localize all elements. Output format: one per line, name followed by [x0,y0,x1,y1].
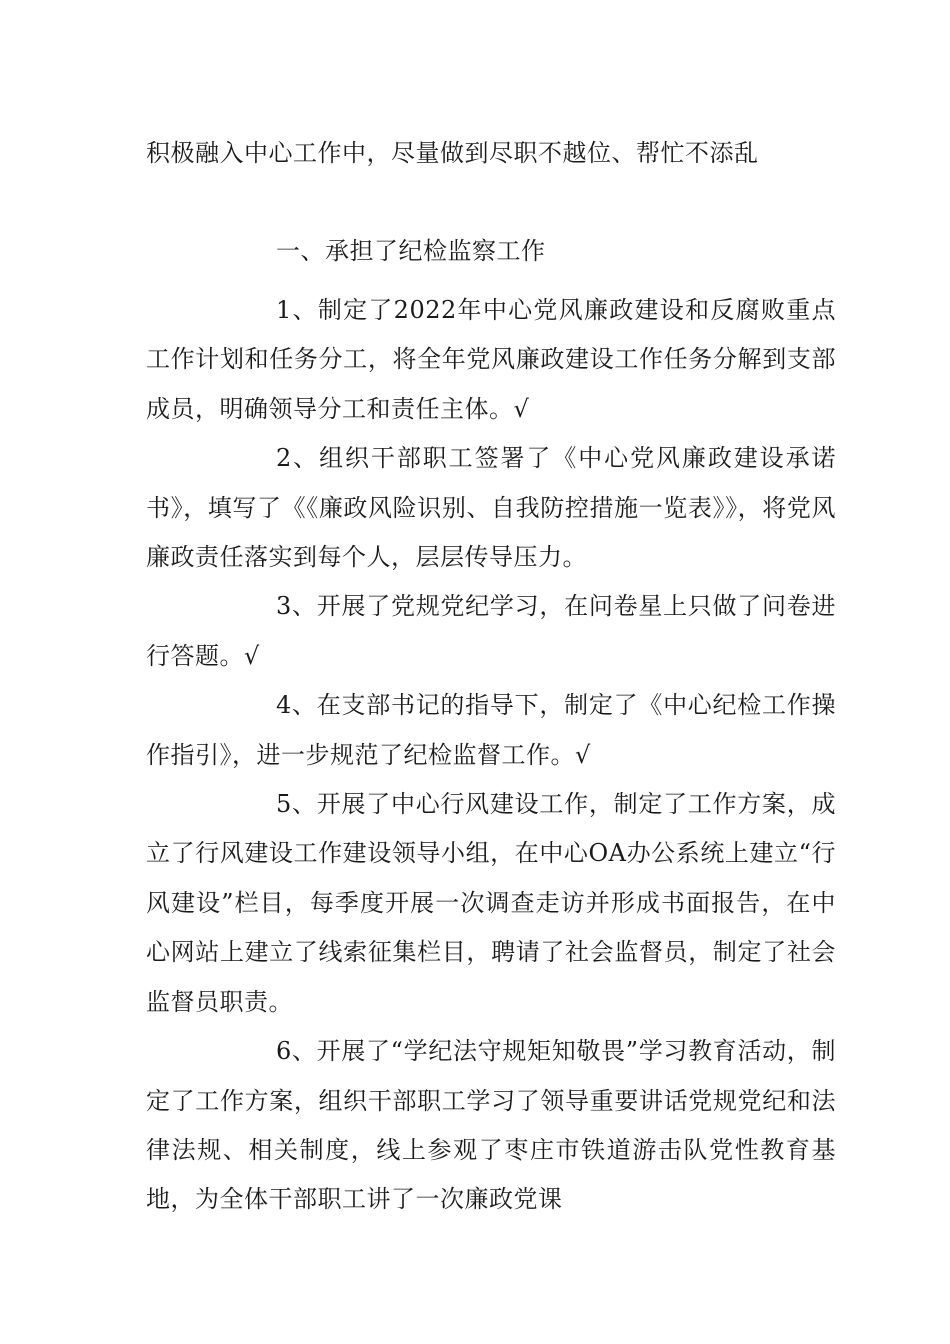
paragraph-2: 2、组织干部职工签署了《中心党风廉政建设承诺书》，填写了《《廉政风险识别、自我防控措施一览表》》，将党风廉政责任落实到每个人，层层传导压力。 [146,444,836,572]
paragraph-4: 4、在支部书记的指导下，制定了《中心纪检工作操作指引》，进一步规范了纪检监督工作。√ [146,691,836,769]
paragraph-5: 5、开展了中心行风建设工作，制定了工作方案，成立了行风建设工作建设领导小组，在中心OA办公系统上建立“行风建设”栏目，每季度开展一次调查走访并形成书面报告，在中心网站上建立了线索征集栏目，聘请了社会监督员，制定了社会监督员职责。 [146,790,836,1016]
continuation-line: 积极融入中心工作中，尽量做到尽职不越位、帮忙不添乱 [146,139,759,167]
paragraph-6: 6、开展了“学纪法守规矩知敬畏”学习教育活动，制定了工作方案，组织干部职工学习了领导重要讲话党规党纪和法律法规、相关制度，线上参观了枣庄市铁道游击队党性教育基地，为全体干部职工讲了一次廉政党课 [146,1037,836,1214]
body-text [146,286,836,1225]
paragraph-3: 3、开展了党规党纪学习，在问卷星上只做了问卷进行答题。√ [146,592,836,670]
paragraph-1: 1、制定了2022年中心党风廉政建设和反腐败重点工作计划和任务分工，将全年党风廉政建设工作任务分解到支部成员，明确领导分工和责任主体。√ [146,296,836,423]
section-heading: 一、承担了纪检监察工作 [276,237,546,265]
